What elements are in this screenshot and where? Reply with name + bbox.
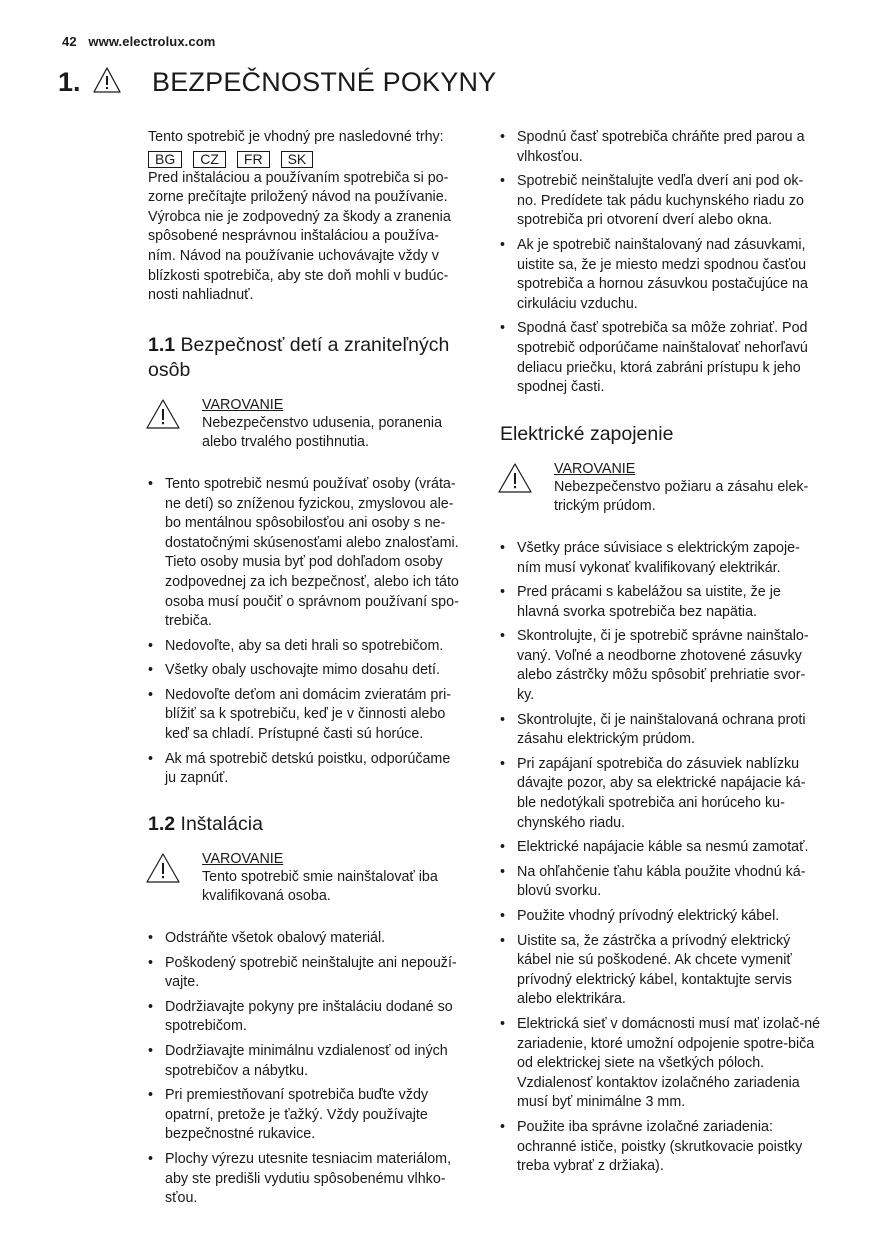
page-header [62,34,215,49]
warning-text: Nebezpečenstvo udusenia, poranenia alebo trvalého postihnutia. [202,414,443,451]
bullet-list [148,475,464,789]
market-code: FR [237,151,270,168]
section-heading-1-2 [148,812,464,837]
list-item: • Pri premiestňovaní spotrebiča buďte vždy opatrní, pretože je ťažký. Vždy používajte bezpečnostné rukavice. [148,1086,464,1145]
warning-title: VAROVANIE [202,850,284,867]
warning-box [148,851,464,907]
warning-title: VAROVANIE [554,460,636,477]
chapter-number: 1. [58,66,81,97]
list-item: • Nedovoľte, aby sa deti hrali so spotrebičom. [148,637,464,657]
warning-triangle-icon [144,397,182,431]
market-code: SK [281,151,314,168]
market-code: CZ [193,151,226,168]
list-item: • Spodná časť spotrebiča sa môže zohriať. Pod spotrebič odporúčame nainštalovať nehorľavú deliacu priečku, ktorá zabráni prístupu k jeho spodnej časti. [500,319,822,397]
bullet-list [500,128,822,398]
warning-title: VAROVANIE [202,396,284,413]
market-code: BG [148,151,182,168]
list-item: • Pri zapájaní spotrebiča do zásuviek nablízku dávajte pozor, aby sa elektrické napájacie ká-ble nedotýkali spotrebiča ani horúceho ku-chynského riadu. [500,755,822,833]
intro-line: Tento spotrebič je vhodný pre nasledovné trhy: [148,129,444,145]
list-item: • Ak je spotrebič nainštalovaný nad zásuvkami, uistite sa, že je miesto medzi spodnou časťou spotrebiča a hornou zásuvkou postačujúce na cirkuláciu vzduchu. [500,236,822,314]
page-number: 42 [62,34,77,49]
list-item: • Poškodený spotrebič neinštalujte ani nepouží-vajte. [148,954,464,993]
list-item: • Spotrebič neinštalujte vedľa dverí ani pod ok-no. Predídete tak pádu kuchynského riadu zo spotrebiča pri otvorení dverí alebo okna. [500,172,822,231]
list-item: • Elektrické napájacie káble sa nesmú zamotať. [500,838,822,858]
market-list [148,151,464,168]
bullet-list [148,929,464,1209]
list-item: • Dodržiavajte minimálnu vzdialenosť od iných spotrebičov a nábytku. [148,1042,464,1081]
website-url: www.electrolux.com [88,34,216,49]
list-item: • Na ohľahčenie ťahu kábla použite vhodnú ká-blovú svorku. [500,863,822,902]
warning-triangle-icon [496,461,534,495]
list-item: • Pred prácami s kabelážou sa uistite, že je hlavná svorka spotrebiča bez napätia. [500,583,822,622]
section-number: 1.2 [148,812,176,835]
list-item: • Všetky obaly uschovajte mimo dosahu detí. [148,661,464,681]
list-item: • Elektrická sieť v domácnosti musí mať izolač-né zariadenie, ktoré umožní odpojenie spotre-biča od elektrickej siete na všetkých póloch. Vzdialenosť kontaktov izolačného zariadenia musí byť minimálne 3 mm. [500,1015,822,1113]
warning-box [500,461,822,517]
list-item: • Skontrolujte, či je nainštalovaná ochrana proti zásahu elektrickým prúdom. [500,711,822,750]
section-heading-electrical: Elektrické zapojenie [500,422,674,445]
list-item: • Tento spotrebič nesmú používať osoby (vráta-ne detí) so zníženou fyzickou, zmyslovou ale-bo mentálnou spôsobilosťou ani osoby s ne-dostatočnými skúsenosťami alebo znalosťami. Tieto osoby musia byť pod dohľadom osoby zodpovednej za ich bezpečnosť, alebo ich táto osoba musí poučiť o správnom používaní spo-trebiča. [148,475,464,632]
left-column [148,128,464,1214]
list-item: • Všetky práce súvisiace s elektrickým zapoje-ním musí vykonať kvalifikovaný elektrikár. [500,539,822,578]
chapter-title: BEZPEČNOSTNÉ POKYNY [152,66,497,97]
list-item: • Nedovoľte deťom ani domácim zvieratám pri-blížiť sa k spotrebiču, keď je v činnosti alebo keď sa chladí. Prístupné časti sú horúce. [148,686,464,745]
chapter-heading [58,64,496,100]
intro-paragraph: Pred inštaláciou a používaním spotrebiča si po-zorne prečítajte priložený návod na používanie. Výrobca nie je zodpovedný za škody a zranenia spôsobené nesprávnou inštaláciou a používa-ním. Návod na používanie uchovávajte vždy v blízkosti spotrebiča, aby ste doň mohli v budúc-nosti nahliadnuť. [148,169,451,304]
section-number: 1.1 [148,333,176,356]
warning-triangle-icon [144,851,182,885]
warning-box [148,397,464,453]
section-heading-1-1 [148,333,464,383]
list-item: • Ak má spotrebič detskú poistku, odporúčame ju zapnúť. [148,750,464,789]
list-item: • Skontrolujte, či je spotrebič správne nainštalo-vaný. Voľné a neodborne zhotovené zásuvky alebo zástrčky môžu spôsobiť prehriatie svor-ky. [500,627,822,705]
warning-text: Tento spotrebič smie nainštalovať iba kvalifikovaná osoba. [202,868,438,905]
list-item: • Spodnú časť spotrebiča chráňte pred parou a vlhkosťou. [500,128,822,167]
list-item: • Použite vhodný prívodný elektrický kábel. [500,907,822,927]
right-column [500,128,822,1182]
list-item: • Dodržiavajte pokyny pre inštaláciu dodané so spotrebičom. [148,998,464,1037]
bullet-list [500,539,822,1177]
list-item: • Použite iba správne izolačné zariadenia: ochranné ističe, poistky (skrutkovacie poistky treba vybrať z držiaka). [500,1118,822,1177]
list-item: • Uistite sa, že zástrčka a prívodný elektrický kábel nie sú poškodené. Ak chcete vymeniť prívodný elektrický kábel, kontaktujte servis alebo elektrikára. [500,932,822,1010]
list-item: • Odstráňte všetok obalový materiál. [148,929,464,949]
section-title: Bezpečnosť detí a zraniteľných osôb [148,333,450,381]
warning-triangle-icon [92,66,122,99]
section-title: Inštalácia [180,812,263,835]
warning-text: Nebezpečenstvo požiaru a zásahu elek-trickým prúdom. [554,478,809,515]
list-item: • Plochy výrezu utesnite tesniacim materiálom, aby ste predišli vydutiu spôsobenému vlhko-sťou. [148,1150,464,1209]
